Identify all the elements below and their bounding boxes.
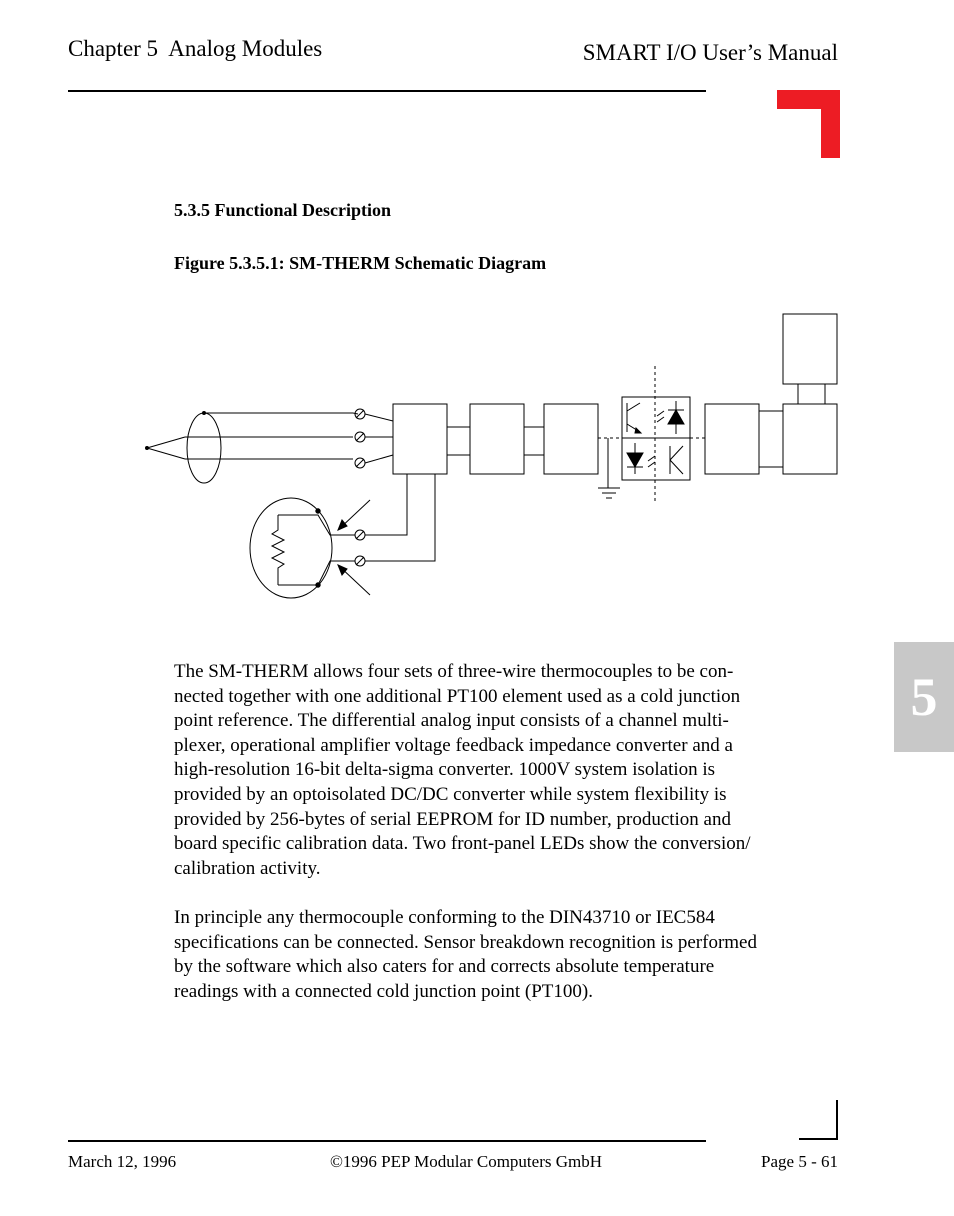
chapter-heading: Chapter 5 Analog Modules [68,36,323,61]
interface-block [705,404,759,474]
footer-page-number: Page 5 - 61 [761,1152,838,1171]
paragraph-line: plexer, operational amplifier voltage feedback impedance converter and a [174,734,733,756]
section-title: 5.3.5 Functional Description [174,200,392,220]
paragraph-line: readings with a connected cold junction point (PT100). [174,980,593,1002]
multiplexer-block [393,404,447,474]
paragraph-line: by the software which also caters for and corrects absolute temperature [174,956,715,978]
pt100-element [250,498,370,598]
chapter-tab: 5 [894,642,954,752]
paragraph-line: In principle any thermocouple conforming to the DIN43710 or IEC584 [174,907,715,928]
adc-block [544,404,598,474]
paragraph-line: The SM-THERM allows four sets of three-wire thermocouples to be con- [174,661,734,682]
sm-therm-schematic-diagram [0,300,954,620]
paragraph-line: board specific calibration data. Two front-panel LEDs show the conversion/ [174,833,751,855]
controller-block [783,404,837,474]
description-paragraph-1 [174,660,854,881]
figure-caption: Figure 5.3.5.1: SM-THERM Schematic Diagram [174,253,547,273]
terminal-block [353,409,393,566]
header-rule [68,90,706,92]
paragraph-line: provided by an optoisolated DC/DC converter while system flexibility is [174,783,727,805]
footer-rule [68,1140,706,1142]
paragraph-line: point reference. The differential analog input consists of a channel multi- [174,710,729,732]
footer-copyright: ©1996 PEP Modular Computers GmbH [330,1152,603,1171]
paragraph-line: calibration activity. [174,857,321,879]
red-corner-mark [777,90,840,158]
paragraph-line: nected together with one additional PT100 element used as a cold junction [174,685,741,707]
paragraph-line: provided by 256-bytes of serial EEPROM for ID number, production and [174,808,731,830]
amplifier-block [470,404,524,474]
paragraph-line: specifications can be connected. Sensor breakdown recognition is performed [174,931,757,953]
eeprom-block [783,314,837,384]
thermocouple [146,412,354,484]
paragraph-line: high-resolution 16-bit delta-sigma converter. 1000V system isolation is [174,759,716,781]
optocoupler [622,397,690,480]
footer-date: March 12, 1996 [68,1152,177,1171]
footer-corner-mark [799,1100,839,1140]
description-paragraph-2 [174,906,854,1004]
ground-symbol [598,438,622,498]
manual-title: SMART I/O User’s Manual [582,40,838,65]
